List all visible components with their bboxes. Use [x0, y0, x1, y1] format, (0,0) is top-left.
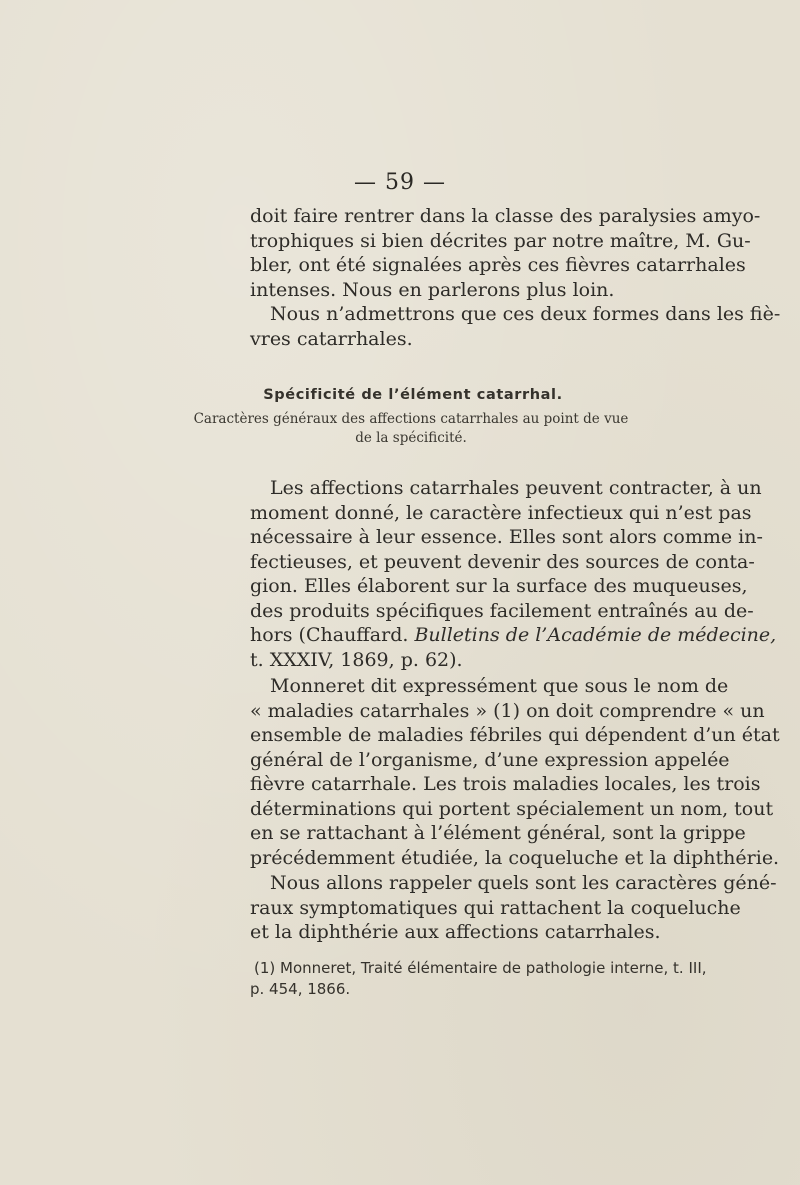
text-line: déterminations qui portent spécialement un nom, tout [250, 797, 774, 820]
text-line: en se rattachant à l’élément général, sont la grippe [250, 822, 746, 844]
paragraph-3 [250, 476, 777, 672]
text-line: t. XXXIV, 1869, p. 62). [250, 648, 463, 671]
text-line: fièvre catarrhale. Les trois maladies locales, les trois [250, 773, 761, 795]
text-line: moment donné, le caractère infectieux qui n’est pas [250, 501, 752, 524]
text-line: fectieuses, et peuvent devenir des sources de conta- [250, 550, 755, 573]
text-line: bler, ont été signalées après ces fièvres catarrhales [250, 254, 746, 276]
subheading-line: Caractères généraux des affections catarrhales au point de vue [193, 411, 629, 427]
text-line: trophiques si bien décrites par notre maître, M. Gu- [250, 229, 751, 252]
subheading-line: de la spécificité. [355, 430, 467, 446]
text-line: vres catarrhales. [250, 327, 413, 350]
text-line: précédemment étudiée, la coqueluche et la diphthérie. [250, 846, 780, 869]
text-run: hors (Chauffard. [250, 624, 415, 646]
footnote-line: p. 454, 1866. [250, 980, 351, 998]
text-line: doit faire rentrer dans la classe des paralysies amyo- [250, 205, 761, 227]
text-line: ensemble de maladies fébriles qui dépendent d’un état [250, 724, 780, 746]
footnote [250, 958, 707, 1000]
citation-title: Bulletins de l’Académie de médecine, [414, 624, 777, 646]
text-line: Monneret dit expressément que sous le nom de [270, 675, 729, 697]
paragraph-1 [250, 204, 761, 302]
text-line: Nous n’admettrons que ces deux formes dans les fiè- [270, 303, 781, 325]
text-line: Les affections catarrhales peuvent contracter, à un [270, 477, 762, 499]
text-line: général de l’organisme, d’une expression appelée [250, 748, 730, 771]
text-line: « maladies catarrhales » (1) on doit comprendre « un [250, 699, 765, 722]
page-number: — 59 — [354, 170, 446, 195]
footnote-line: (1) Monneret, Traité élémentaire de pathologie interne, t. III, [254, 959, 707, 977]
text-line: gion. Elles élaborent sur la surface des muqueuses, [250, 575, 748, 597]
text-line: nécessaire à leur essence. Elles sont alors comme in- [250, 526, 763, 548]
text-line: Nous allons rappeler quels sont les caractères géné- [270, 872, 777, 894]
paragraph-5 [250, 871, 777, 945]
text-line: raux symptomatiques qui rattachent la coqueluche [250, 896, 741, 919]
text-line: intenses. Nous en parlerons plus loin. [250, 278, 615, 301]
text-line: et la diphthérie aux affections catarrhales. [250, 921, 661, 943]
text-line [250, 623, 777, 648]
text-line: des produits spécifiques facilement entraînés au de- [250, 599, 754, 622]
paragraph-4 [250, 674, 780, 870]
paragraph-2 [250, 302, 781, 351]
section-subheading [0, 410, 800, 448]
section-heading: Spécificité de l’élément catarrhal. [263, 387, 563, 403]
